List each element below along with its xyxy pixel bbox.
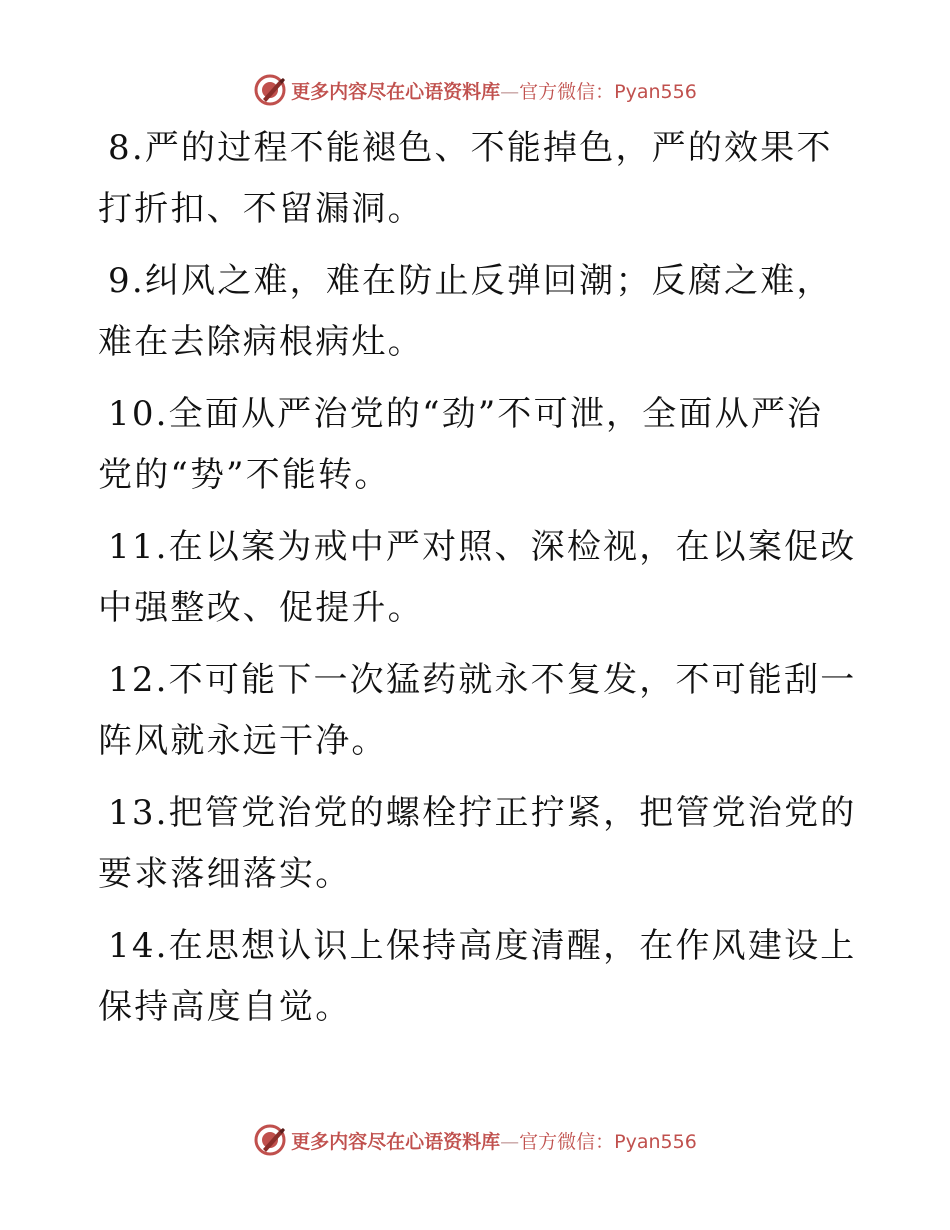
list-item: 11.在以案为戒中严对照、深检视，在以案促改中强整改、促提升。: [98, 527, 857, 628]
document-body: [98, 118, 858, 1049]
footer-watermark: [0, 1120, 950, 1160]
header-watermark: [0, 70, 950, 110]
watermark-wechat: 官方微信：Pyan556: [519, 1130, 697, 1153]
watermark-text: [291, 77, 697, 104]
watermark-text: [291, 1127, 697, 1154]
watermark-dash: —: [500, 80, 520, 103]
pen-seal-logo-icon: [253, 1123, 287, 1157]
list-item: 8.严的过程不能褪色、不能掉色，严的效果不打折扣、不留漏洞。: [98, 128, 833, 229]
list-item: 9.纠风之难，难在防止反弹回潮；反腐之难，难在去除病根病灶。: [98, 261, 833, 362]
list-item: 12.不可能下一次猛药就永不复发，不可能刮一阵风就永远干净。: [98, 660, 857, 761]
watermark-dash: —: [500, 1130, 520, 1153]
list-item: 14.在思想认识上保持高度清醒，在作风建设上保持高度自觉。: [98, 926, 857, 1027]
watermark-brand: 更多内容尽在心语资料库: [291, 80, 501, 103]
pen-seal-logo-icon: [253, 73, 287, 107]
list-item: 13.把管党治党的螺栓拧正拧紧，把管党治党的要求落细落实。: [98, 793, 857, 894]
watermark-brand: 更多内容尽在心语资料库: [291, 1130, 501, 1153]
watermark-wechat: 官方微信：Pyan556: [519, 80, 697, 103]
list-item: 10.全面从严治党的“劲”不可泄，全面从严治党的“势”不能转。: [98, 394, 824, 495]
